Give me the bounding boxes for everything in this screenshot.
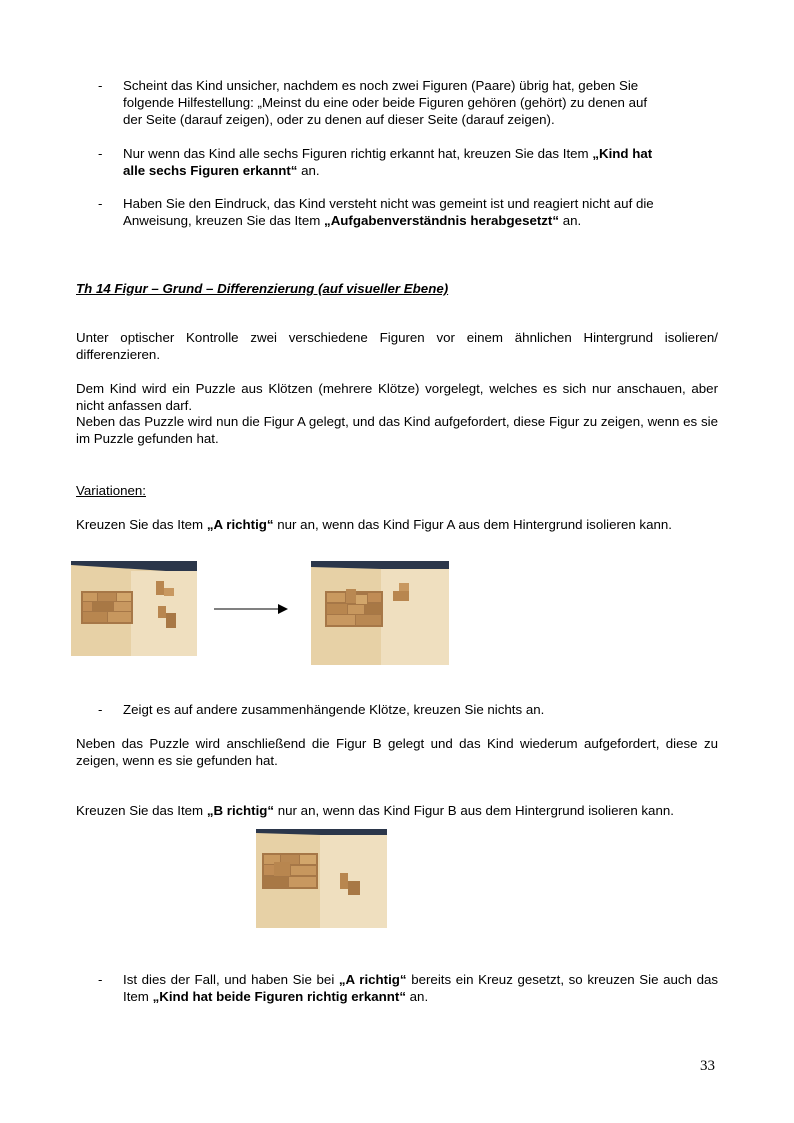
a-item-bold: „A richtig“ [206, 517, 274, 532]
bullet-six-figures-text [123, 145, 718, 179]
bullet-end-bold-1: „A richtig“ [338, 972, 407, 987]
bullet-hint-text [123, 77, 718, 128]
bullet-six-post: an. [297, 163, 320, 178]
b-item-pre: Kreuzen Sie das Item [76, 803, 207, 818]
bullet-dash-1: - [98, 78, 103, 93]
bullet-end-pre: Ist dies der Fall, und haben Sie bei [123, 972, 339, 987]
photo-puzzle-figure-a-highlight [311, 561, 449, 665]
bullet-dash-4: - [98, 702, 103, 717]
a-item-paragraph [76, 516, 718, 533]
bullet-end-bold-2: „Kind hat beide Figuren richtig erkannt“ [152, 989, 406, 1004]
bullet-dash-3: - [98, 196, 103, 211]
bullet-six-pre: Nur wenn das Kind alle sechs Figuren richtig erkannt hat, kreuzen Sie das Item [123, 146, 593, 161]
bullet-hint-line-2: folgende Hilfestellung: „Meinst du eine oder beide Figuren gehören (gehört) zu denen auf [123, 95, 648, 110]
bullet-end-post: an. [405, 989, 429, 1004]
photo-puzzle-figure-b [256, 829, 387, 928]
photo-puzzle-with-figures-svg [71, 561, 197, 656]
bullet-end-mid: bereits ein Kreuz gesetzt, so kreuzen Sie auch das Item [123, 972, 719, 1004]
bullet-six-bold-1: „Kind hat [592, 146, 653, 161]
b-item-paragraph [76, 802, 718, 819]
bullet-understanding-pre: Anweisung, kreuzen Sie das Item [123, 213, 325, 228]
photo-puzzle-figure-b-svg [256, 829, 387, 928]
arrow-icon [214, 601, 290, 617]
photo-puzzle-with-figures [71, 561, 197, 656]
b-intro-paragraph: Neben das Puzzle wird anschließend die Figur B gelegt und das Kind wiederum aufgefordert, diese zu zeigen, wenn es sie gefunden hat. [76, 736, 718, 768]
a-item-pre: Kreuzen Sie das Item [76, 517, 207, 532]
b-item-post: nur an, wenn das Kind Figur B aus dem Hintergrund isolieren kann. [274, 803, 674, 818]
bullet-understanding-line-1: Haben Sie den Eindruck, das Kind versteht nicht was gemeint ist und reagiert nicht auf die [123, 196, 654, 211]
intro-paragraph: Unter optischer Kontrolle zwei verschiedene Figuren vor einem ähnlichen Hintergrund isolieren/ differenzieren. [76, 330, 718, 362]
bullet-hint-line-3: der Seite (darauf zeigen), oder zu denen auf dieser Seite (darauf zeigen). [123, 112, 555, 127]
variations-label: Variationen: [76, 483, 146, 498]
bullet-six-bold-2: alle sechs Figuren erkannt“ [123, 163, 298, 178]
section-heading: Th 14 Figur – Grund – Differenzierung (auf visueller Ebene) [76, 281, 449, 296]
bullet-other-blocks-text: Zeigt es auf andere zusammenhängende Klötze, kreuzen Sie nichts an. [123, 702, 545, 717]
page-number: 33 [700, 1058, 715, 1074]
puzzle-paragraph-2: Neben das Puzzle wird nun die Figur A gelegt, und das Kind aufgefordert, diese Figur zu zeigen, wenn es sie im Puzzle gefunden hat. [76, 414, 718, 446]
bullet-both-figures-text [123, 971, 718, 1005]
a-item-post: nur an, wenn das Kind Figur A aus dem Hintergrund isolieren kann. [273, 517, 672, 532]
b-item-bold: „B richtig“ [206, 803, 275, 818]
bullet-understanding-post: an. [559, 213, 582, 228]
bullet-understanding-text [123, 195, 718, 229]
photo-puzzle-figure-a-svg [311, 561, 449, 665]
puzzle-paragraph-1: Dem Kind wird ein Puzzle aus Klötzen (mehrere Klötze) vorgelegt, welches es sich nur anschauen, aber nicht anfassen darf. [76, 381, 718, 413]
bullet-dash-5: - [98, 972, 103, 987]
bullet-understanding-bold: „Aufgabenverständnis herabgesetzt“ [324, 213, 560, 228]
bullet-dash-2: - [98, 146, 103, 161]
bullet-hint-line-1: Scheint das Kind unsicher, nachdem es noch zwei Figuren (Paare) übrig hat, geben Sie [123, 78, 639, 93]
